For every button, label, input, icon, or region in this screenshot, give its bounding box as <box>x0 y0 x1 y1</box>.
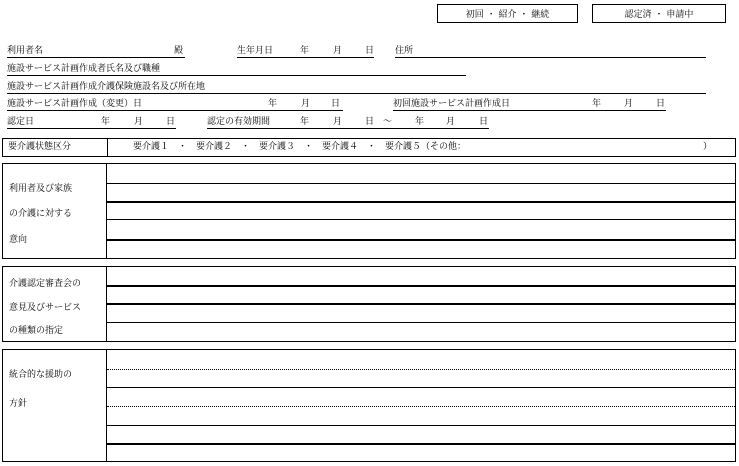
facility-label: 施設サービス計画作成介護保険施設名及び所在地 <box>7 82 206 92</box>
family-intention-section <box>2 163 736 259</box>
range-tilde: 〜 <box>383 117 393 127</box>
support-policy-row-line <box>107 425 735 426</box>
care-level-divider <box>107 139 108 156</box>
birth-year-label: 年 <box>300 46 310 56</box>
facility-underline <box>7 93 706 94</box>
address-label: 住所 <box>395 46 414 56</box>
cert-day: 日 <box>166 117 176 127</box>
review-board-section <box>2 266 736 342</box>
valid-from-day: 日 <box>365 117 375 127</box>
status-tag-certified <box>592 4 726 23</box>
user-name-label: 利用者名 <box>7 46 44 56</box>
family-intention-row-line <box>107 219 735 220</box>
birthdate-label: 生年月日 <box>237 46 274 56</box>
family-intention-label-cell <box>3 164 107 258</box>
support-policy-row-line <box>107 443 735 445</box>
care-level-close: ） <box>703 142 713 152</box>
review-board-label-2: 意見及びサービス <box>9 303 82 313</box>
plan-created-label: 施設サービス計画作成（変更）日 <box>7 99 143 109</box>
care-level-label: 要介護状態区分 <box>8 142 72 152</box>
valid-to-year: 年 <box>415 117 425 127</box>
valid-from-month: 月 <box>333 117 343 127</box>
review-board-label-1: 介護認定審査会の <box>9 279 82 289</box>
valid-to-day: 日 <box>479 117 489 127</box>
first-plan-created-label: 初回施設サービス計画作成日 <box>393 99 511 109</box>
plan-created-underline <box>7 110 343 111</box>
support-policy-row-line <box>107 406 735 407</box>
cert-month: 月 <box>134 117 144 127</box>
valid-to-month: 月 <box>446 117 456 127</box>
cert-date-label: 認定日 <box>7 117 35 127</box>
plan-created-year: 年 <box>268 99 278 109</box>
review-board-row-line <box>107 285 735 287</box>
review-board-label-cell <box>3 267 107 341</box>
honorific: 殿 <box>174 46 184 56</box>
care-level-options: 要介護１ ・ 要介護２ ・ 要介護３ ・ 要介護４ ・ 要介護５（その他： <box>133 142 467 152</box>
family-intention-label-1: 利用者及び家族 <box>9 184 73 194</box>
planner-label: 施設サービス計画作成者氏名及び職種 <box>7 64 161 74</box>
valid-period-underline <box>207 128 489 129</box>
family-intention-label-2: の介護に対する <box>9 209 73 219</box>
review-board-label-3: の種類の指定 <box>9 326 64 336</box>
first-plan-day: 日 <box>656 99 666 109</box>
support-policy-section <box>2 349 736 462</box>
first-plan-year: 年 <box>592 99 602 109</box>
family-intention-row-line <box>107 239 735 241</box>
birth-month-label: 月 <box>333 46 343 56</box>
review-board-row-line <box>107 322 735 323</box>
plan-created-month: 月 <box>301 99 311 109</box>
valid-period-label: 認定の有効期間 <box>207 117 271 127</box>
support-policy-label-1: 統合的な援助の <box>9 370 73 380</box>
cert-year: 年 <box>101 117 111 127</box>
user-name-underline <box>7 57 185 58</box>
planner-underline <box>7 75 466 76</box>
support-policy-label-2: 方針 <box>9 399 28 409</box>
first-plan-month: 月 <box>624 99 634 109</box>
valid-from-year: 年 <box>300 117 310 127</box>
plan-created-day: 日 <box>331 99 341 109</box>
status-tag-initial-text: 初回 ・ 紹介 ・ 継続 <box>465 10 550 20</box>
family-intention-row-line <box>107 201 735 203</box>
cert-date-underline <box>7 128 176 129</box>
support-policy-row-line <box>107 369 735 370</box>
review-board-row-line <box>107 303 735 305</box>
support-policy-label-cell <box>3 350 107 461</box>
birthdate-underline <box>237 57 374 58</box>
status-tag-initial <box>437 4 578 23</box>
care-level-box <box>2 138 736 157</box>
support-policy-row-line <box>107 387 735 388</box>
first-plan-underline <box>393 110 666 111</box>
status-tag-certified-text: 認定済 ・ 申請中 <box>624 10 694 20</box>
family-intention-label-3: 意向 <box>9 235 28 245</box>
address-underline <box>395 57 706 58</box>
birth-day-label: 日 <box>365 46 375 56</box>
family-intention-row-line <box>107 183 735 184</box>
